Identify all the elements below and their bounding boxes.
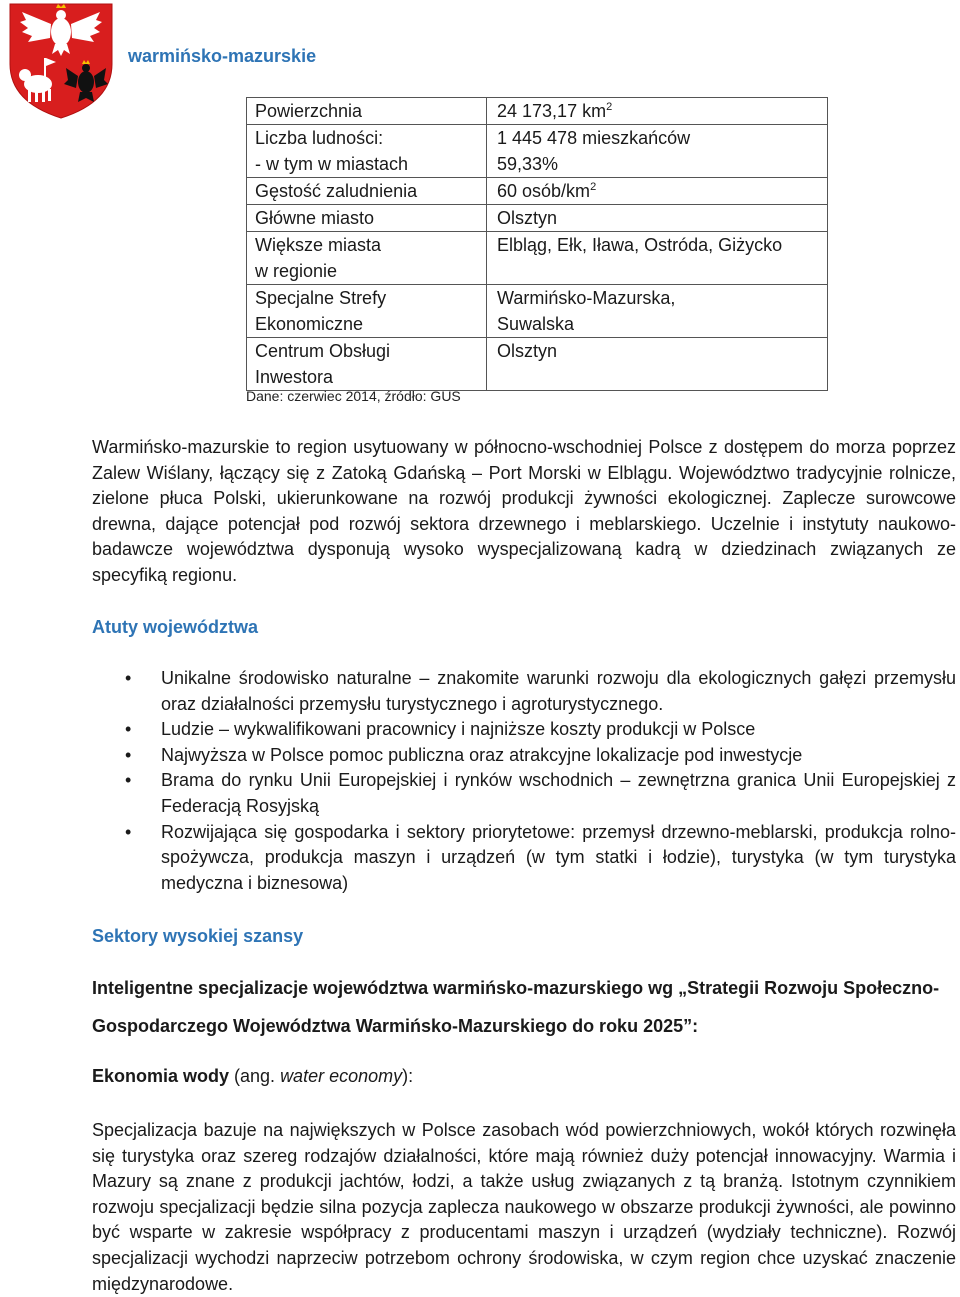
fact-label: Powierzchnia — [247, 98, 487, 125]
ekonomia-wody-paragraph: Specjalizacja bazuje na największych w Polsce zasobach wód powierzchniowych, wokół których rozwinęła się turystyka oraz szereg rodzajów działalności, które mają również duży potencjał innowacyjny. Warmia i Mazury są znane z produkcji jachtów, łodzi, a także usług związanych z tą branżą. Istotnym czynnikiem rozwoju specjalizacji będzie silna pozycja zaplecza naukowego w obszarze produkcji żywności, ale powinno być wsparte w zakresie współpracy z producentami maszyn i urządzeń (wydziały techniczne). Rozwój specjalizacji wychodzi naprzeciw potrzebom ochrony środowiska, w czym region chce uzyskać znaczenie międzynarodowe. — [92, 1120, 956, 1294]
specjalizacje-heading-line1: Inteligentne specjalizacje województwa warmińsko-mazurskiego wg „Strategii Rozwoju Społeczno- — [92, 978, 940, 998]
specjalizacje-heading-line2: Gospodarczego Województwa Warmińsko-Mazurskiego do roku 2025”: — [92, 1016, 699, 1036]
region-facts-table — [246, 97, 828, 391]
table-row — [247, 205, 828, 232]
list-item: • Brama do rynku Unii Europejskiej i rynków wschodnich – zewnętrzna granica Unii Europejskiej z Federacją Rosyjską — [125, 770, 956, 816]
data-source-note: Dane: czerwiec 2014, źródło: GUS — [246, 388, 461, 404]
bullet-icon: • — [125, 719, 132, 740]
atuty-heading: Atuty województwa — [92, 617, 258, 637]
bullet-icon: • — [125, 770, 132, 791]
table-row — [247, 338, 828, 391]
intro-paragraph: Warmińsko-mazurskie to region usytuowany w północno-wschodniej Polsce z dostępem do morza poprzez Zalew Wiślany, łączący się z Zatoką Gdańską – Port Morski w Elblągu. Województwo tradycyjnie rolnicze, zielone płuca Polski, ukierunkowane na rozwój produkcji żywności ekologicznej. Zaplecze surowcowe drewna, dające potencjał pod rozwój sektora drzewnego i meblarskiego. Uczelnie i instytuty naukowo-badawcze województwa dysponują wysoko wyspecjalizowaną kadrą w dziedzinach związanych ze specyfiką regionu. — [92, 437, 956, 585]
coat-of-arms-logo — [8, 2, 114, 120]
table-row — [247, 178, 828, 205]
table-row — [247, 125, 828, 178]
fact-label: Liczba ludności: - w tym w miastach — [247, 125, 487, 178]
list-item: • Ludzie – wykwalifikowani pracownicy i najniższe koszty produkcji w Polsce — [92, 717, 956, 743]
table-row — [247, 98, 828, 125]
list-item: • Unikalne środowisko naturalne – znakomite warunki rozwoju dla ekologicznych gałęzi przemysłu oraz działalności przemysłu turystycznego i agroturystycznego. — [125, 668, 956, 714]
fact-label: Centrum Obsługi Inwestora — [247, 338, 487, 391]
table-row — [247, 285, 828, 338]
ekonomia-wody-heading: Ekonomia wody (ang. water economy): — [92, 1066, 414, 1086]
region-title: warmińsko-mazurskie — [128, 46, 317, 66]
fact-label: Większe miasta w regionie — [247, 232, 487, 285]
fact-value: Elbląg, Ełk, Iława, Ostróda, Giżycko — [487, 232, 828, 285]
table-row — [247, 232, 828, 285]
fact-value: Olsztyn — [487, 338, 828, 391]
fact-value: 24 173,17 $km^2$ — [487, 98, 828, 125]
fact-label: Gęstość zaludnienia — [247, 178, 487, 205]
list-item: • Najwyższa w Polsce pomoc publiczna oraz atrakcyjne lokalizacje pod inwestycje — [92, 743, 956, 769]
sektory-heading: Sektory wysokiej szansy — [92, 926, 304, 946]
fact-value: 60 osób/$km^2$ — [487, 178, 828, 205]
fact-value: Warmińsko-Mazurska, Suwalska — [487, 285, 828, 338]
fact-label: Główne miasto — [247, 205, 487, 232]
bullet-icon: • — [125, 668, 132, 688]
fact-value: 1 445 478 mieszkańców 59,33% — [487, 125, 828, 178]
bullet-icon: • — [125, 744, 132, 765]
list-item: • Rozwijająca się gospodarka i sektory priorytetowe: przemysł drzewno-meblarski, produkcja rolno-spożywcza, produkcja maszyn i urządzeń (w tym statki i łodzie), turystyka (w tym turystyka medyczna i biznesowa) — [125, 821, 956, 893]
fact-label: Specjalne Strefy Ekonomiczne — [247, 285, 487, 338]
bullet-icon: • — [125, 821, 132, 842]
atuty-list — [92, 666, 956, 896]
fact-value: Olsztyn — [487, 205, 828, 232]
